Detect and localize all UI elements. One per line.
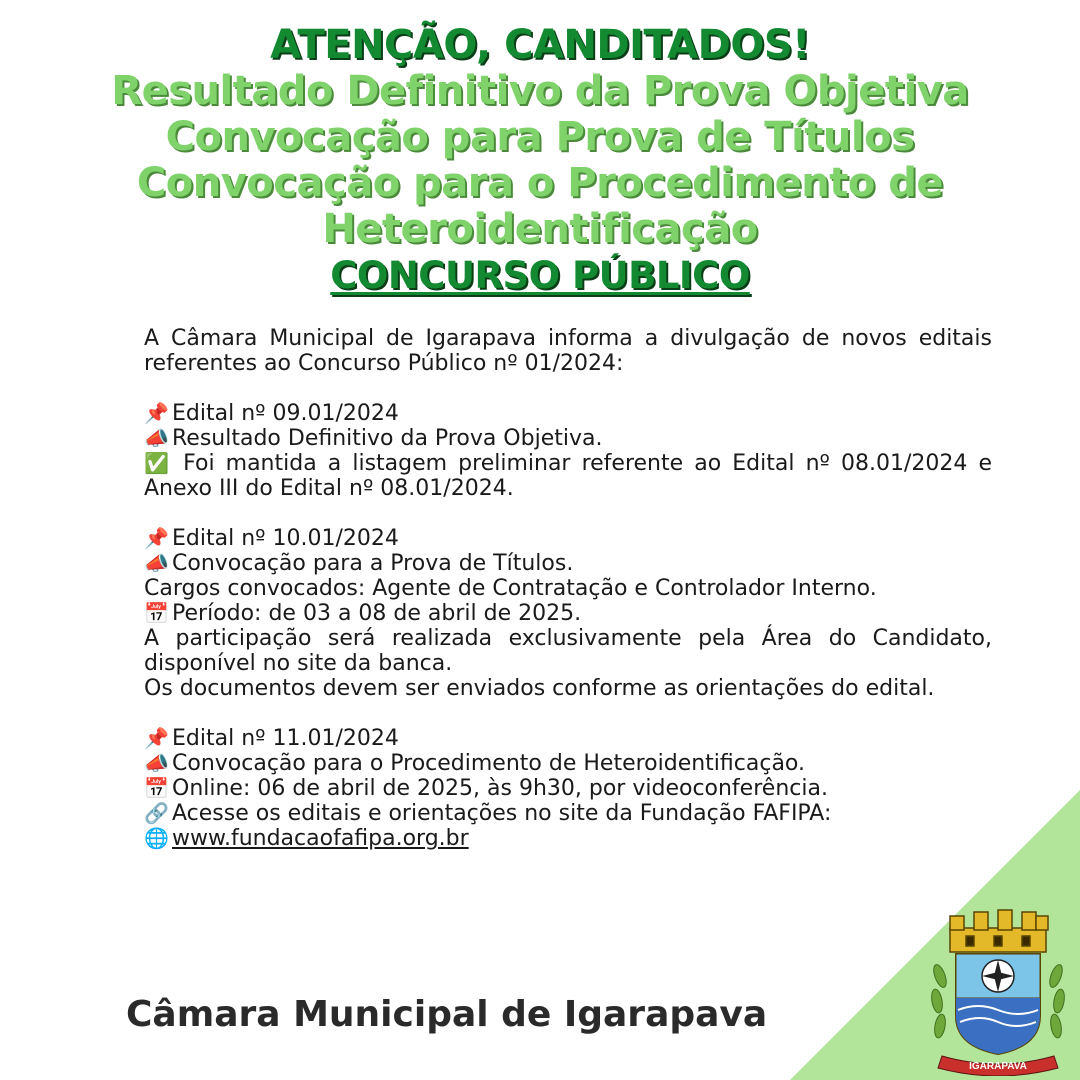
announcement-header (0, 22, 1080, 299)
edital3-acesse-row (144, 801, 992, 826)
edital2-title: Edital nº 10.01/2024 (172, 526, 399, 551)
edital3-online-row (144, 776, 992, 801)
edital2-documentos: Os documentos devem ser enviados conforme as orientações do edital. (144, 676, 935, 701)
fafipa-website-link[interactable]: www.fundacaofafipa.org.br (172, 826, 469, 851)
megaphone-icon: 📣 (144, 551, 169, 575)
edital3-title: Edital nº 11.01/2024 (172, 726, 399, 751)
header-heteroidentificacao: Heteroidentificação (322, 206, 758, 252)
edital2-periodo: Período: de 03 a 08 de abril de 2025. (172, 601, 582, 626)
edital1-subject: Resultado Definitivo da Prova Objetiva. (172, 426, 603, 451)
edital3-acesse: Acesse os editais e orientações no site da Fundação FAFIPA: (172, 801, 832, 826)
header-convocacao-procedimento: Convocação para o Procedimento de (136, 160, 944, 206)
megaphone-icon: 📣 (144, 426, 169, 450)
edital3-subject: Convocação para o Procedimento de Heteroidentificação. (172, 751, 805, 776)
edital1-title: Edital nº 09.01/2024 (172, 401, 399, 426)
mural-crown (950, 910, 1048, 952)
header-convocacao-titulos: Convocação para Prova de Títulos (165, 114, 915, 160)
edital1-note-row (144, 451, 992, 501)
edital3-subject-row (144, 751, 992, 776)
name-banner (938, 1056, 1058, 1076)
edital2-periodo-row (144, 601, 992, 626)
edital2-title-row (144, 526, 992, 551)
globe-icon: 🌐 (144, 826, 169, 850)
pin-icon: 📌 (144, 401, 169, 425)
pin-icon: 📌 (144, 526, 169, 550)
edital2-participacao: A participação será realizada exclusivamente pela Área do Candidato, disponível no site da banca. (144, 626, 992, 676)
edital2-cargos: Cargos convocados: Agente de Contratação e Controlador Interno. (144, 576, 877, 601)
edital1-note: Foi mantida a listagem preliminar referente ao Edital nº 08.01/2024 e Anexo III do Edital nº 08.01/2024. (144, 451, 992, 501)
link-icon: 🔗 (144, 801, 169, 825)
edital3-online: Online: 06 de abril de 2025, às 9h30, por videoconferência. (172, 776, 828, 801)
crest-banner-text: IGARAPAVA (969, 1061, 1027, 1072)
edital3-title-row (144, 726, 992, 751)
edital1-title-row (144, 401, 992, 426)
header-concurso-publico: CONCURSO PÚBLICO (330, 254, 750, 297)
header-resultado: Resultado Definitivo da Prova Objetiva (111, 68, 969, 114)
check-icon: ✅ (144, 451, 169, 475)
footer-organization: Câmara Municipal de Igarapava (126, 994, 768, 1035)
edital1-subject-row (144, 426, 992, 451)
edital2-subject-row (144, 551, 992, 576)
megaphone-icon: 📣 (144, 751, 169, 775)
calendar-icon: 📅 (144, 776, 169, 800)
header-attention: ATENÇÃO, CANDITADOS! (270, 22, 810, 68)
igarapava-coat-of-arms (928, 906, 1068, 1076)
edital3-site-row (144, 826, 992, 851)
edital2-subject: Convocação para a Prova de Títulos. (172, 551, 574, 576)
announcement-body (144, 326, 992, 851)
compass-rose-icon (982, 960, 1014, 992)
intro-paragraph: A Câmara Municipal de Igarapava informa a divulgação de novos editais referentes ao Concurso Público nº 01/2024: (144, 326, 992, 376)
calendar-icon: 📅 (144, 601, 169, 625)
pin-icon: 📌 (144, 726, 169, 750)
